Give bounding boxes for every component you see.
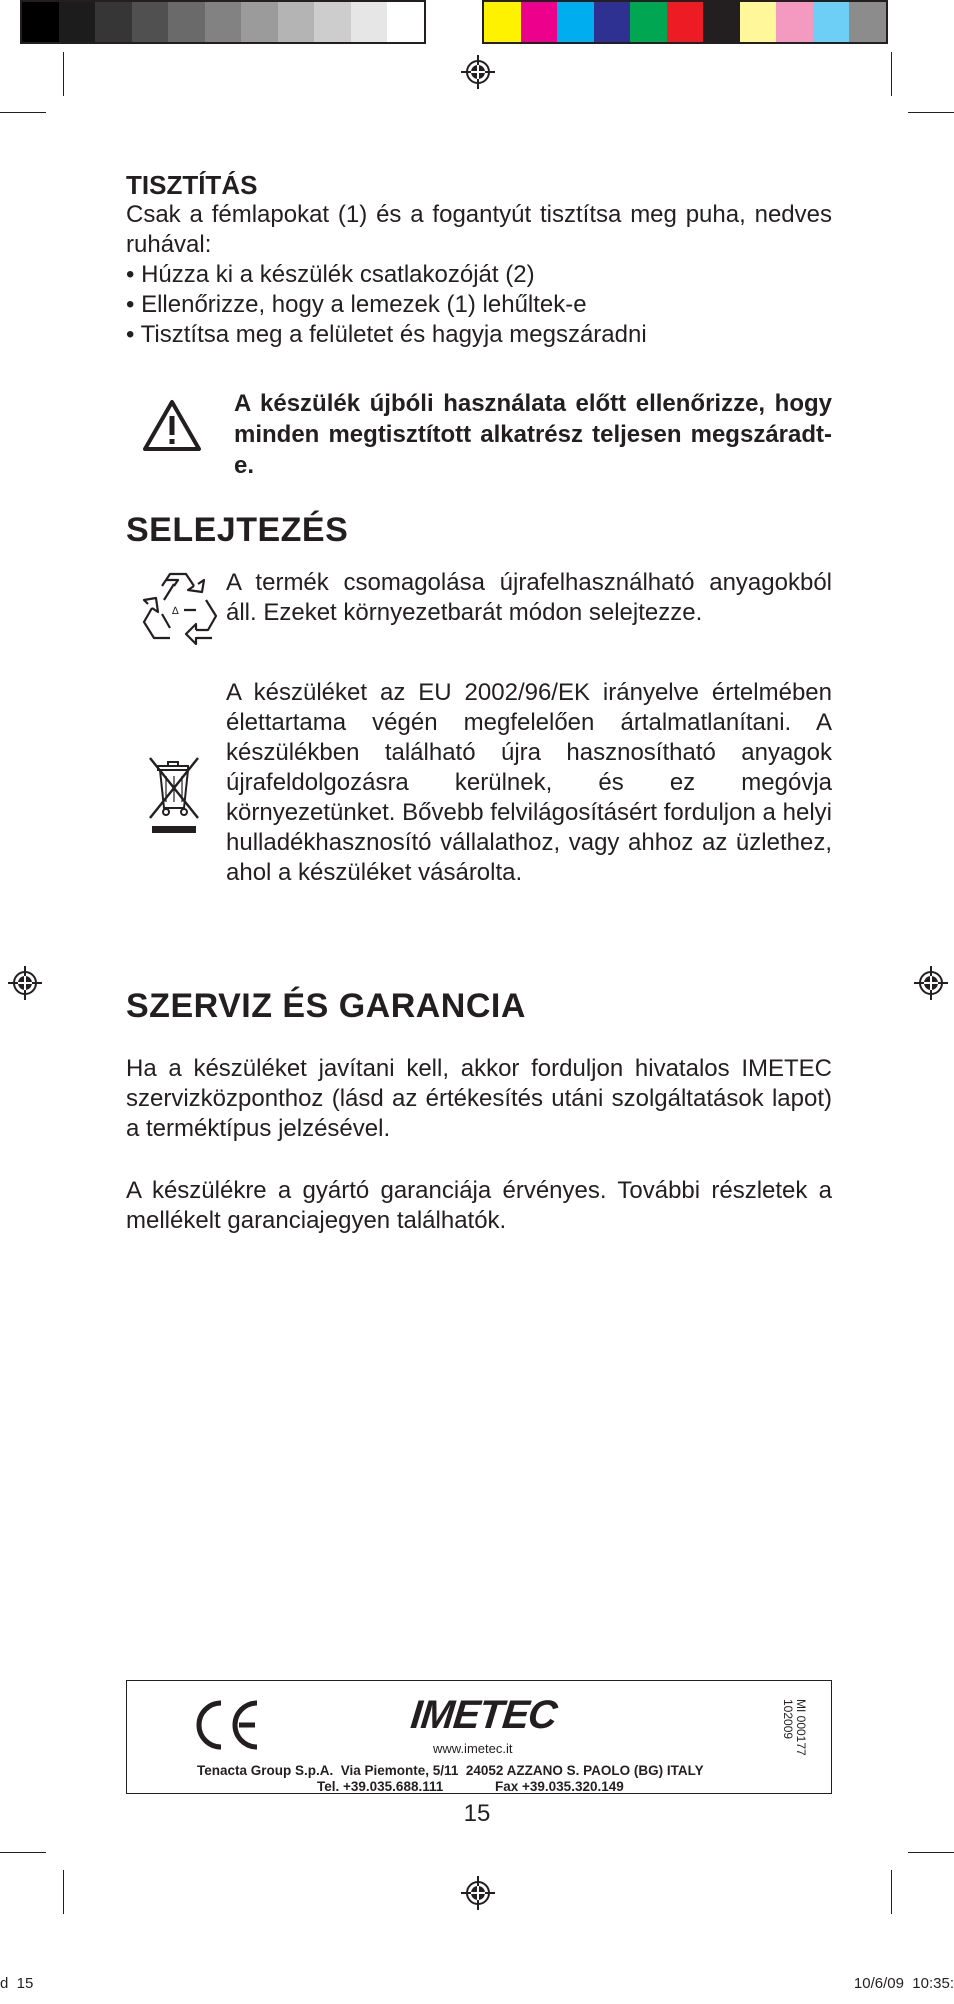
registration-mark-top <box>461 55 495 89</box>
color-swatch <box>484 2 521 42</box>
color-swatch <box>740 2 777 42</box>
gray-swatch <box>314 2 351 42</box>
gray-swatch <box>351 2 388 42</box>
cleaning-intro: Csak a fémlapokat (1) és a fogantyút tisztítsa meg puha, nedves ruhával: <box>126 201 832 258</box>
website: www.imetec.it <box>433 1741 513 1756</box>
color-swatch <box>521 2 558 42</box>
crop-mark <box>908 1852 954 1853</box>
gray-swatch <box>95 2 132 42</box>
color-swatch <box>849 2 886 42</box>
document-code-2: 102009 <box>781 1699 795 1740</box>
warning-triangle-icon <box>142 398 202 452</box>
service-paragraph-2: A készülékre a gyártó garanciája érvényes. További részletek a mellékelt garanciajegyen találhatók. <box>126 1177 832 1234</box>
weee-bin-icon <box>144 750 204 840</box>
gray-swatch <box>168 2 205 42</box>
page-number: 15 <box>463 1800 491 1827</box>
slug-right: 10/6/09 10:35: <box>853 1975 954 1992</box>
crop-mark <box>908 112 954 113</box>
color-swatch <box>776 2 813 42</box>
color-swatch <box>703 2 740 42</box>
color-swatch <box>594 2 631 42</box>
imetec-logo: IMETEC <box>408 1693 559 1737</box>
slug-left: d 15 <box>0 1975 34 1992</box>
cleaning-bullet: • Tisztítsa meg a felületet és hagyja megszáradni <box>126 321 647 348</box>
registration-mark-bottom <box>461 1876 495 1910</box>
gray-swatch <box>205 2 242 42</box>
service-paragraph-1: Ha a készüléket javítani kell, akkor forduljon hivatalos IMETEC szervizközponthoz (lásd az értékesítés utáni szolgáltatások lapot) a terméktípus jelzésével. <box>126 1055 832 1142</box>
svg-text:∆: ∆ <box>172 606 179 617</box>
gray-swatch <box>241 2 278 42</box>
color-swatch <box>813 2 850 42</box>
crop-mark <box>0 1852 46 1853</box>
document-code-1: MI 000177 <box>794 1699 808 1756</box>
crop-mark <box>891 1870 892 1914</box>
company-fax: Fax +39.035.320.149 <box>495 1779 624 1794</box>
weee-text: A készüléket az EU 2002/96/EK irányelve értelmében élettartama végén megfelelően ártalmatlanítani. A készülékben található újra hasznosítható anyagok újrafeldolgozásra kerülnek, és ez megóvja környezetünket. Bővebb felvilágosításért forduljon a helyi hulladékhasznosító vállalathoz, vagy ahhoz az üzlethez, ahol a készüléket vásárolta. <box>226 679 832 886</box>
recycle-text: A termék csomagolása újrafelhasználható anyagokból áll. Ezeket környezetbarát módon selejtezze. <box>226 569 832 626</box>
recycle-icon <box>140 570 218 648</box>
cleaning-section <box>126 170 832 350</box>
cleaning-warning: A készülék újbóli használata előtt ellenőrizze, hogy minden megtisztított alkatrész teljesen megszáradt-e. <box>234 390 832 479</box>
color-swatch <box>630 2 667 42</box>
cleaning-bullet: • Ellenőrizze, hogy a lemezek (1) lehűltek-e <box>126 291 587 318</box>
gray-swatch <box>59 2 96 42</box>
registration-mark-right <box>914 966 948 1000</box>
crop-mark <box>63 1870 64 1914</box>
gray-swatch <box>387 2 424 42</box>
manufacturer-box <box>126 1680 832 1794</box>
gray-swatch <box>132 2 169 42</box>
document-code <box>781 1699 825 1779</box>
gray-swatch <box>278 2 315 42</box>
cleaning-title: TISZTÍTÁS <box>126 170 258 200</box>
cleaning-bullet: • Húzza ki a készülék csatlakozóját (2) <box>126 261 535 288</box>
crop-mark <box>891 52 892 96</box>
registration-mark-left <box>8 966 42 1000</box>
disposal-title: SELEJTEZÉS <box>126 511 349 549</box>
gray-swatch <box>22 2 59 42</box>
ce-mark-logo <box>191 1699 265 1751</box>
company-tel: Tel. +39.035.688.111 <box>317 1779 444 1794</box>
color-swatch <box>667 2 704 42</box>
crop-mark <box>63 52 64 96</box>
crop-mark <box>0 112 46 113</box>
color-swatch <box>557 2 594 42</box>
company-address: Tenacta Group S.p.A. Via Piemonte, 5/11 24052 AZZANO S. PAOLO (BG) ITALY <box>197 1763 704 1778</box>
service-title: SZERVIZ ÉS GARANCIA <box>126 987 526 1025</box>
